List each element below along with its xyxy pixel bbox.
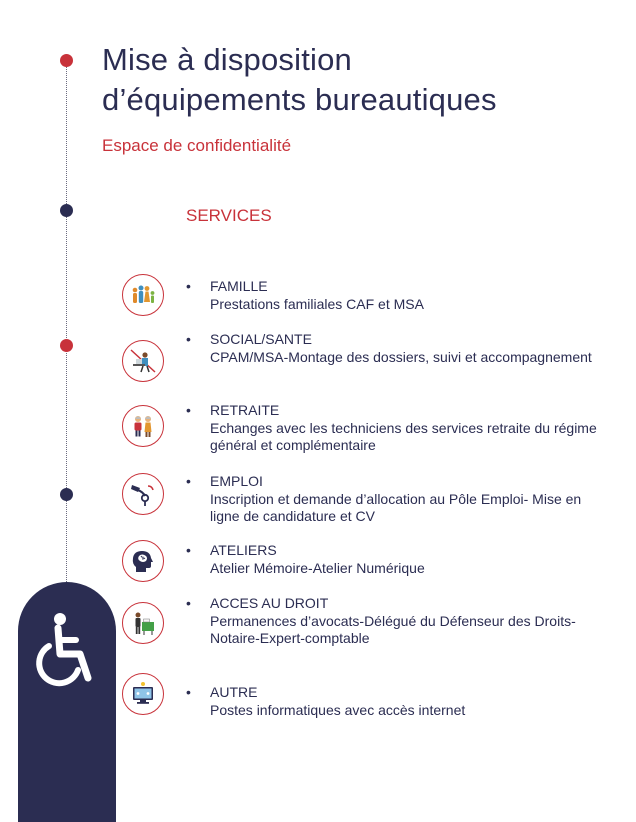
bullet: • bbox=[186, 595, 191, 611]
service-description: Prestations familiales CAF et MSA bbox=[210, 295, 424, 312]
service-description: Echanges avec les techniciens des services retraite du régime général et complémentaire bbox=[210, 419, 597, 453]
service-description: Atelier Mémoire-Atelier Numérique bbox=[210, 559, 425, 576]
wheelchair-icon bbox=[34, 610, 100, 694]
service-name: ACCES AU DROIT bbox=[210, 595, 329, 611]
title-line-1: Mise à disposition bbox=[102, 42, 352, 77]
computer-icon bbox=[122, 673, 164, 715]
accessibility-badge bbox=[18, 582, 116, 822]
timeline-line bbox=[66, 60, 67, 600]
bullet: • bbox=[186, 331, 191, 347]
lawyer-desk-icon bbox=[122, 602, 164, 644]
page-subtitle: Espace de confidentialité bbox=[102, 136, 292, 155]
service-name: SOCIAL/SANTE bbox=[210, 331, 312, 347]
service-name: RETRAITE bbox=[210, 402, 280, 418]
head-brain-icon bbox=[122, 540, 164, 582]
timeline-dot bbox=[60, 488, 73, 501]
handshake-icon bbox=[122, 473, 164, 515]
service-description: Inscription et demande d’allocation au Pôle Emploi- Mise en ligne de candidature et CV bbox=[210, 490, 582, 524]
service-name: EMPLOI bbox=[210, 473, 263, 489]
service-description: CPAM/MSA-Montage des dossiers, suivi et accompagnement bbox=[210, 348, 592, 365]
family-icon bbox=[122, 274, 164, 316]
service-name: FAMILLE bbox=[210, 278, 268, 294]
timeline-dot bbox=[60, 54, 73, 67]
timeline-dot bbox=[60, 339, 73, 352]
bullet: • bbox=[186, 278, 191, 294]
service-name: ATELIERS bbox=[210, 542, 277, 558]
desk-worker-icon bbox=[122, 340, 164, 382]
title-line-2: d’équipements bureautiques bbox=[102, 82, 497, 117]
bullet: • bbox=[186, 402, 191, 418]
service-name: AUTRE bbox=[210, 684, 258, 700]
service-description: Permanences d’avocats-Délégué du Défenseur des Droits-Notaire-Expert-comptable bbox=[210, 612, 576, 646]
service-description: Postes informatiques avec accès internet bbox=[210, 701, 466, 718]
services-heading: SERVICES bbox=[186, 206, 272, 225]
bullet: • bbox=[186, 542, 191, 558]
page-title bbox=[102, 40, 497, 120]
bullet: • bbox=[186, 684, 191, 700]
bullet: • bbox=[186, 473, 191, 489]
timeline-dot bbox=[60, 204, 73, 217]
elderly-couple-icon bbox=[122, 405, 164, 447]
